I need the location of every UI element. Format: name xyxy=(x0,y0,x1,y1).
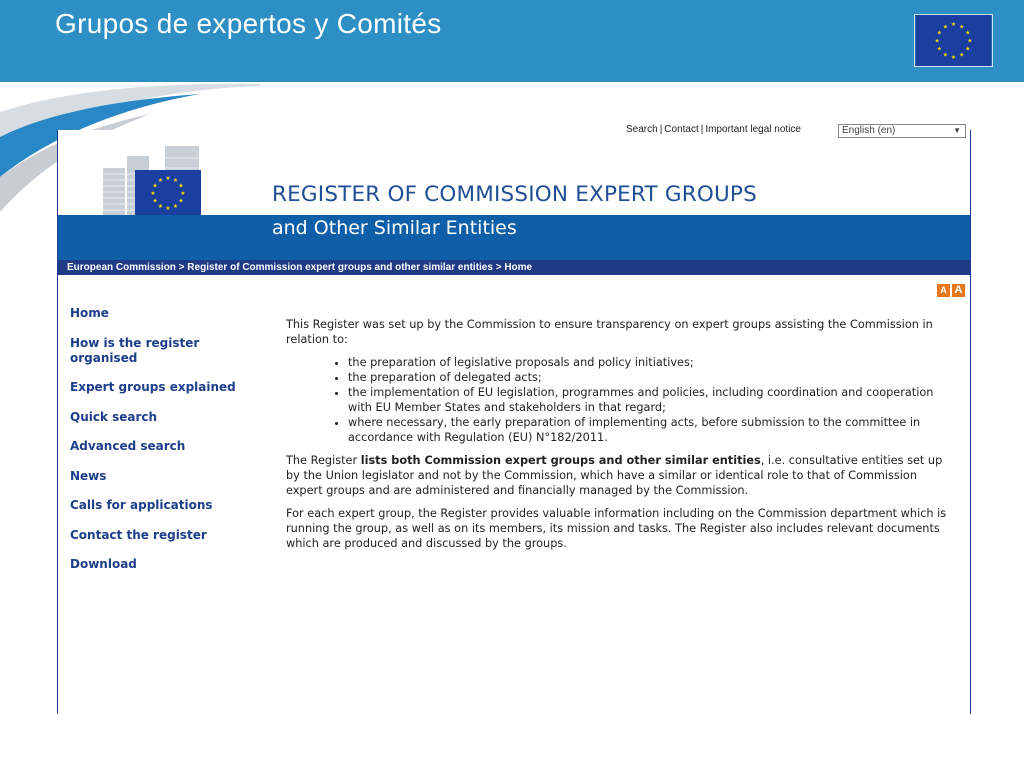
star-icon: ★ xyxy=(942,24,948,31)
breadcrumb xyxy=(58,260,970,275)
paragraph-text: The Register xyxy=(286,454,361,467)
purpose-list xyxy=(286,355,956,445)
star-icon: ★ xyxy=(152,197,158,205)
star-icon: ★ xyxy=(150,190,156,198)
star-icon: ★ xyxy=(157,203,164,211)
legal-notice-link[interactable]: Important legal notice xyxy=(705,124,801,135)
star-icon: ★ xyxy=(950,54,957,61)
sidebar-item-calls-for-applications[interactable]: Calls for applications xyxy=(70,498,213,512)
star-icon: ★ xyxy=(950,22,957,29)
slide-title: Grupos de expertos y Comités xyxy=(55,8,442,39)
star-icon: ★ xyxy=(942,52,948,59)
list-item: • the implementation of EU legislation, programmes and policies, including coordination and cooperation with EU Member States and stakeholders in that regard; xyxy=(348,385,956,415)
star-icon: ★ xyxy=(178,197,184,205)
star-icon: ★ xyxy=(165,205,171,213)
paragraph-text: , i.e. consultative entities set up by the Union legislator and not by the Commission, which have a similar or identical role to that of Commission expert groups and are administered and financially managed by the Commission. xyxy=(286,454,943,497)
increase-font-button[interactable]: A xyxy=(952,284,965,297)
contact-link[interactable]: Contact xyxy=(664,124,699,135)
list-item: • the preparation of delegated acts; xyxy=(348,370,956,385)
star-icon: ★ xyxy=(165,175,171,183)
star-icon: ★ xyxy=(934,38,940,45)
intro-paragraph: This Register was set up by the Commission to ensure transparency on expert groups assisting the Commission in relation to: xyxy=(286,318,933,346)
star-icon: ★ xyxy=(180,190,186,198)
star-icon: ★ xyxy=(965,30,971,37)
paragraph-emphasis: lists both Commission expert groups and other similar entities xyxy=(360,454,761,467)
star-icon: ★ xyxy=(152,182,158,190)
eu-flag-icon xyxy=(914,14,993,67)
breadcrumb-text[interactable]: European Commission > Register of Commission expert groups and other similar entities > Home xyxy=(67,262,533,273)
star-icon: ★ xyxy=(965,46,971,53)
star-icon: ★ xyxy=(959,52,965,59)
sidebar-item-quick-search[interactable]: Quick search xyxy=(70,409,158,424)
slide-header xyxy=(0,0,1024,82)
register-website xyxy=(57,124,971,714)
register-subtitle: and Other Similar Entities xyxy=(272,217,517,239)
sidebar-item-expert-groups-explained[interactable]: Expert groups explained xyxy=(70,380,236,394)
search-link[interactable]: Search xyxy=(626,124,658,135)
sidebar-nav xyxy=(70,306,250,587)
star-icon: ★ xyxy=(959,24,965,31)
language-select[interactable] xyxy=(838,124,966,138)
main-content xyxy=(286,317,956,559)
chevron-down-icon: ▼ xyxy=(953,126,961,135)
star-icon: ★ xyxy=(172,203,179,211)
list-item: • the preparation of legislative proposals and policy initiatives; xyxy=(348,355,956,370)
sidebar-item-advanced-search[interactable]: Advanced search xyxy=(70,439,186,453)
decrease-font-button[interactable]: A xyxy=(937,284,950,297)
sidebar-item-download[interactable]: Download xyxy=(70,557,137,571)
sidebar-item-how-organised[interactable]: How is the register organised xyxy=(70,335,200,365)
font-size-controls xyxy=(935,278,965,297)
register-lists-paragraph xyxy=(286,453,956,498)
sidebar-item-news[interactable]: News xyxy=(70,468,107,483)
sidebar-item-contact[interactable]: Contact the register xyxy=(70,527,207,542)
star-icon: ★ xyxy=(967,38,973,45)
star-icon: ★ xyxy=(157,177,164,185)
star-icon: ★ xyxy=(172,177,179,185)
register-info-paragraph: For each expert group, the Register provides valuable information including on the Commission department which is running the group, as well as on its members, its mission and tasks. The Register also includes relevant documents which are produced and discussed by the groups. xyxy=(286,507,947,550)
star-icon: ★ xyxy=(936,46,942,53)
sidebar-item-home[interactable]: Home xyxy=(70,306,109,320)
register-title: REGISTER OF COMMISSION EXPERT GROUPS xyxy=(272,182,757,207)
list-item: • where necessary, the early preparation of implementing acts, before submission to the committee in accordance with Regulation (EU) N°182/2011. xyxy=(348,415,956,445)
language-select-value: English (en) xyxy=(842,125,896,136)
star-icon: ★ xyxy=(178,182,184,190)
top-links: Search | Contact | Important legal notice xyxy=(626,124,801,135)
star-icon: ★ xyxy=(936,30,942,37)
